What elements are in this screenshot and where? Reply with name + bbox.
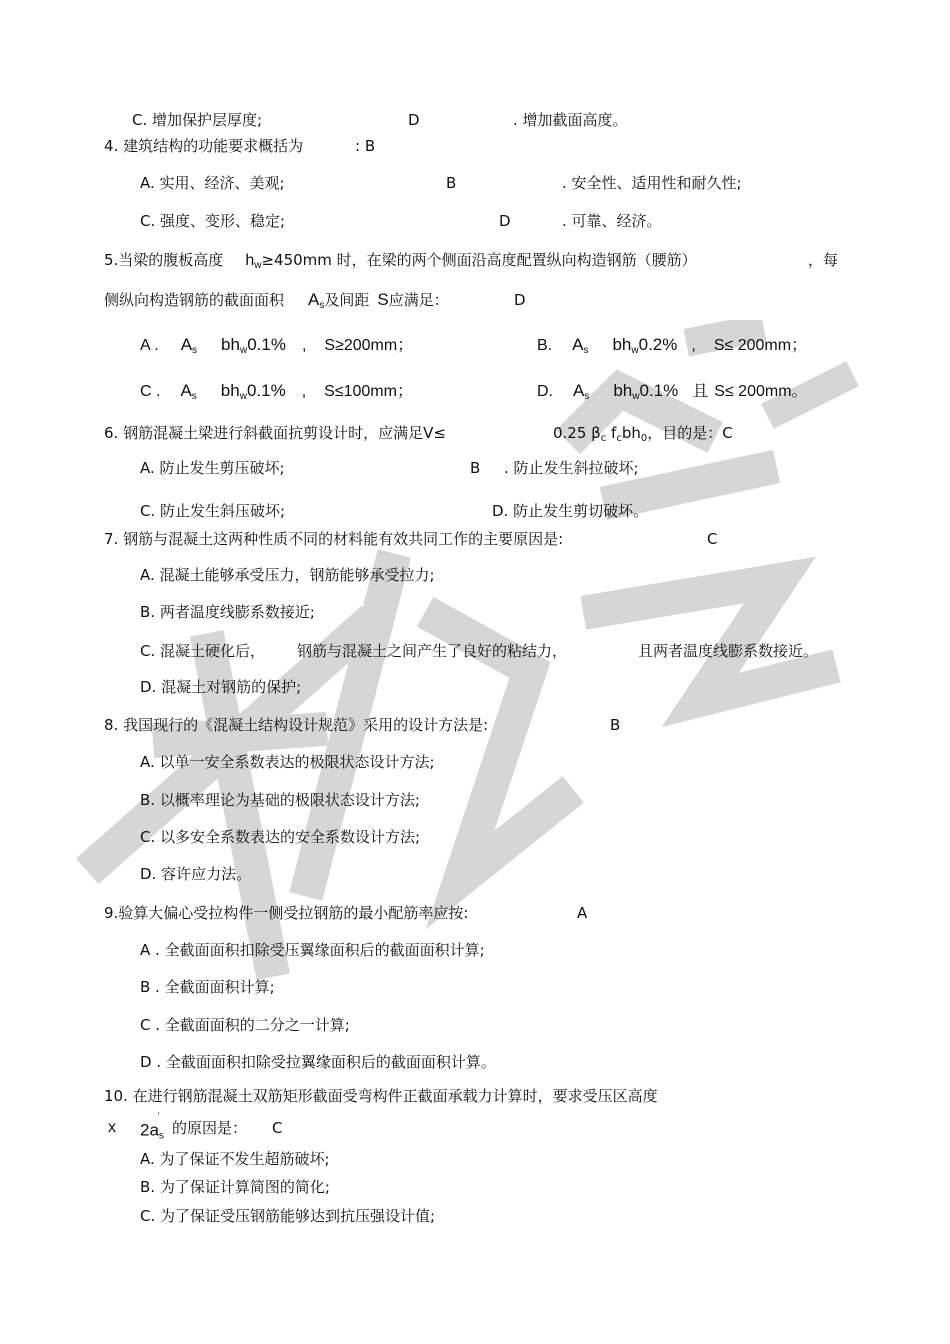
q10-2as-symbol: $2a_s'$ (140, 1111, 164, 1142)
q8-stem: 8. 我国现行的《混凝土结构设计规范》采用的设计方法是: (104, 716, 489, 734)
q5-s-symbol: S (377, 290, 389, 309)
q5-option-d: D. $A_s$ $bh_w0.1\%$ 且 S≤ 200mm。 (537, 381, 808, 402)
q4-option-b: . 安全性、适用性和耐久性; (562, 174, 742, 192)
q8-option-d: D. 容许应力法。 (140, 865, 252, 883)
q5-stem-line1 (104, 250, 697, 276)
q6-option-c: C. 防止发生斜压破坏; (140, 502, 286, 520)
q7-option-a: A. 混凝土能够承受压力，钢筋能够承受拉力; (140, 566, 435, 584)
q5-option-c: C . $A_s$ $bh_w0.1\%$ , S≤100mm； (140, 381, 413, 402)
q7-option-c-part1: C. 混凝土硬化后， (140, 642, 266, 660)
q5-stem-line2: 侧纵向构造钢筋的截面面积 $A_s$及间距 S应满足： (104, 290, 449, 311)
q4-option-b-letter: B (446, 174, 457, 192)
q6-option-d: D. 防止发生剪切破坏。 (492, 502, 649, 520)
q7-stem: 7. 钢筋与混凝土这两种性质不同的材料能有效共同工作的主要原因是: (104, 530, 564, 548)
q9-stem: 9.验算大偏心受拉构件一侧受拉钢筋的最小配筋率应按: (104, 904, 469, 922)
q5-stem-tail: ，每 (808, 251, 839, 269)
q5-answer: D (514, 291, 526, 309)
q10-stem: 10. 在进行钢筋混凝土双筋矩形截面受弯构件正截面承载力计算时，要求受压区高度 (104, 1087, 658, 1105)
q5-stem-text2: 侧纵向构造钢筋的截面面积 (104, 291, 285, 309)
q5-option-b: B. $A_s$ $bh_w0.2\%$ , S≤ 200mm； (537, 335, 808, 356)
q7-option-c-part3: 且两者温度线膨系数接近。 (638, 642, 819, 660)
q10-x-symbol: x (108, 1119, 116, 1136)
q6-option-b: . 防止发生斜拉破坏; (504, 459, 639, 477)
q3-option-d-letter: D (408, 111, 420, 129)
q5-as-symbol: $A_s$ (308, 290, 325, 311)
q10-answer: C (272, 1119, 283, 1137)
q7-option-b: B. 两者温度线膨系数接近; (140, 603, 315, 621)
q4-option-c: C. 强度、变形、稳定; (140, 212, 286, 230)
q9-option-d: D . 全截面面积扣除受拉翼缘面积后的截面面积计算。 (140, 1053, 496, 1071)
q10-option-c: C. 为了保证受压钢筋能够达到抗压强设计值; (140, 1207, 436, 1225)
q6-option-a: A. 防止发生剪压破坏; (140, 459, 285, 477)
q8-answer: B (610, 716, 621, 734)
q7-option-c-part2: 钢筋与混凝土之间产生了良好的粘结力， (297, 642, 568, 660)
q6-option-b-letter: B (470, 459, 481, 477)
q9-answer: A (577, 904, 588, 922)
q4-answer: : B (355, 137, 376, 155)
q5-option-a: A . $A_s$ $bh_w0.1\%$ , S≥200mm； (140, 335, 414, 356)
q5-stem-text: 5.当梁的腹板高度 (104, 251, 224, 269)
q6-stem: 6. 钢筋混凝土梁进行斜截面抗剪设计时，应满足V≤ (104, 424, 446, 442)
q4-option-d: . 可靠、经济。 (562, 212, 662, 230)
q9-option-c: C . 全截面面积的二分之一计算; (140, 1016, 350, 1034)
q5-stem-condition: ≥450mm 时，在梁的两个侧面沿高度配置纵向构造钢筋（腰筋） (261, 251, 697, 269)
q10-option-a: A. 为了保证不发生超筋破坏; (140, 1150, 330, 1168)
q10-reason: 的原因是： (172, 1119, 248, 1137)
q8-option-a: A. 以单一安全系数表达的极限状态设计方法; (140, 753, 435, 771)
q8-option-b: B. 以概率理论为基础的极限状态设计方法; (140, 791, 420, 809)
q7-option-d: D. 混凝土对钢筋的保护; (140, 678, 302, 696)
q4-option-a: A. 实用、经济、美观; (140, 174, 285, 192)
q3-option-c: C. 增加保护层厚度; (132, 111, 263, 129)
q5-hw-symbol: $h_w$ (245, 252, 262, 271)
q8-option-c: C. 以多安全系数表达的安全系数设计方法; (140, 828, 421, 846)
q4-stem: 4. 建筑结构的功能要求概括为 (104, 137, 304, 155)
q3-option-d: . 增加截面高度。 (513, 111, 628, 129)
q9-option-b: B . 全截面面积计算; (140, 978, 275, 996)
q4-option-d-letter: D (499, 212, 511, 230)
q9-option-a: A . 全截面面积扣除受压翼缘面积后的截面面积计算; (140, 941, 485, 959)
q10-option-b: B. 为了保证计算简图的简化; (140, 1178, 330, 1196)
q7-answer: C (707, 530, 718, 548)
q6-formula: 0.25 $\beta_c$ $f_cbh_0$，目的是：C (553, 424, 733, 444)
